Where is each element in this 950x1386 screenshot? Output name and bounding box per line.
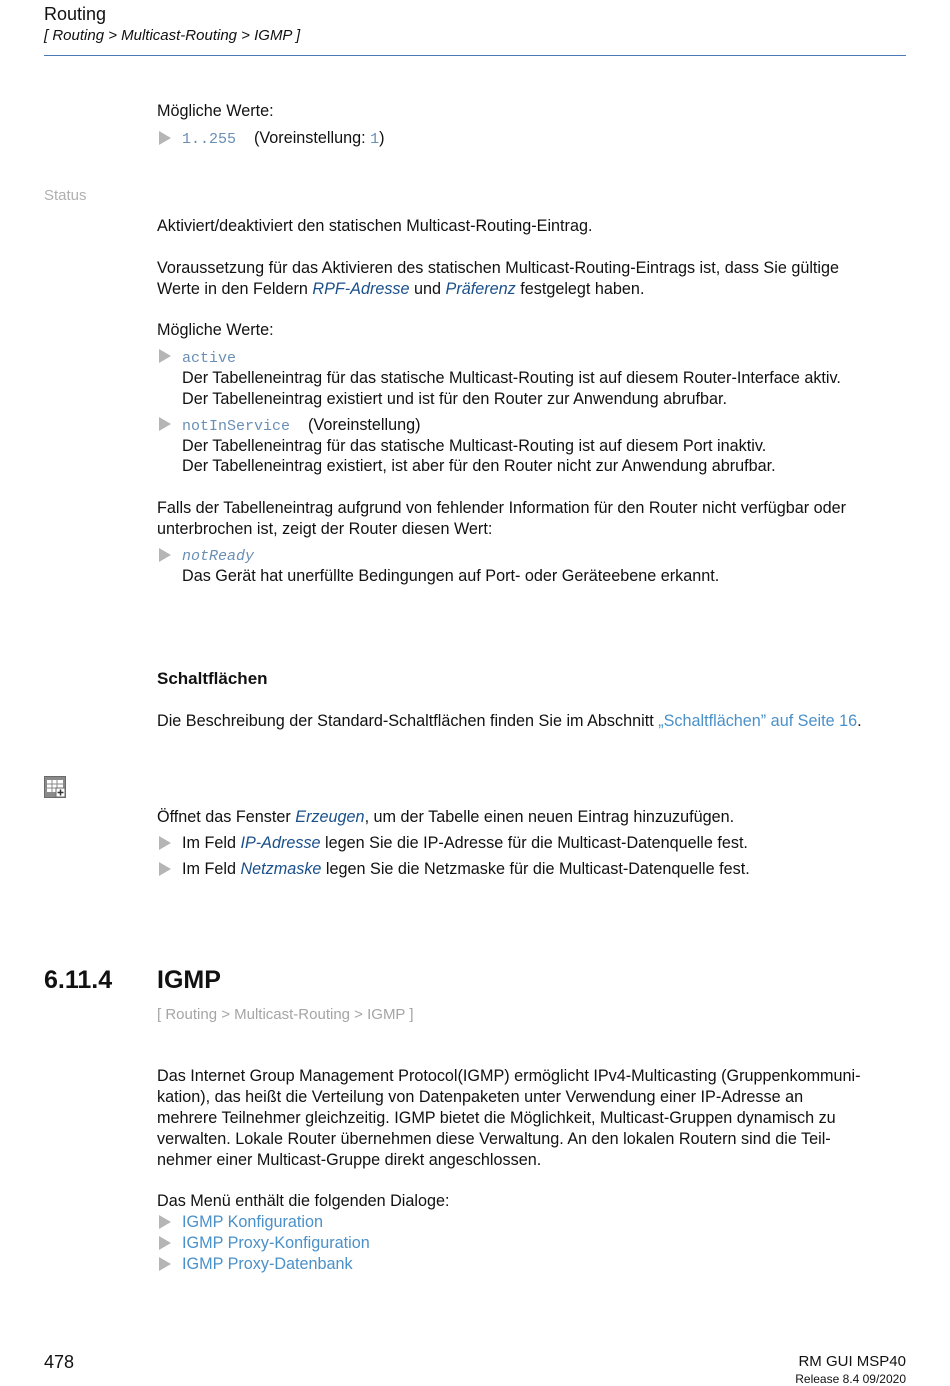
page-header-breadcrumb: [ Routing > Multicast-Routing > IGMP ] xyxy=(44,27,301,44)
section-paragraph-line-2: kation), das heißt die Verteilung von Datenpaketen unter Verwendung einer IP-Adresse an xyxy=(157,1088,804,1106)
dialog-link-igmp-proxy-configuration[interactable]: IGMP Proxy-Konfiguration xyxy=(182,1234,370,1252)
bullet-arrow-icon xyxy=(159,548,171,562)
section-title: IGMP xyxy=(157,966,221,994)
possible-values-label: Mögliche Werte: xyxy=(157,102,274,120)
buttons-description xyxy=(157,711,862,732)
bullet-arrow-icon xyxy=(159,862,171,876)
req-text-b: und xyxy=(409,280,446,298)
notinservice-default: (Voreinstellung) xyxy=(308,416,421,434)
value-range-code: 1..255 xyxy=(182,131,237,148)
default-suffix: ) xyxy=(379,129,385,147)
buttons-section-link[interactable]: „Schaltflächen” auf Seite 16 xyxy=(658,712,858,730)
active-description-2: Der Tabelleneintrag existiert und ist für den Router zur Anwendung abrufbar. xyxy=(182,390,728,408)
create-text-b: , um der Tabelle einen neuen Eintrag hinzuzufügen. xyxy=(364,808,735,826)
netmask-reference: Netzmaske xyxy=(240,860,322,878)
nm-text-b: legen Sie die Netzmaske für die Multicast-Datenquelle fest. xyxy=(321,860,750,878)
bullet-arrow-icon xyxy=(159,349,171,363)
section-breadcrumb: [ Routing > Multicast-Routing > IGMP ] xyxy=(157,1006,414,1023)
bullet-arrow-icon xyxy=(159,1236,171,1250)
rpf-address-reference: RPF-Adresse xyxy=(312,280,410,298)
create-table-entry-icon xyxy=(44,776,66,798)
status-requirement-line-1: Voraussetzung für das Aktivieren des statischen Multicast-Routing-Eintrags ist, dass Sie gültige xyxy=(157,259,840,277)
create-window-description xyxy=(157,807,734,828)
section-paragraph-line-5: nehmer einer Multicast-Gruppe direkt angeschlossen. xyxy=(157,1151,542,1169)
req-text-a: Werte in den Feldern xyxy=(157,280,313,298)
fallback-line-1: Falls der Tabelleneintrag aufgrund von fehlender Information für den Router nicht verfügbar oder xyxy=(157,499,846,517)
bullet-arrow-icon xyxy=(159,1215,171,1229)
preference-reference: Präferenz xyxy=(445,280,516,298)
fallback-line-2: unterbrochen ist, zeigt der Router diesen Wert: xyxy=(157,520,493,538)
ip-text-a: Im Feld xyxy=(182,834,241,852)
active-value-code xyxy=(182,347,236,369)
section-number: 6.11.4 xyxy=(44,966,113,994)
page-number: 478 xyxy=(44,1352,75,1372)
bullet-arrow-icon xyxy=(159,1257,171,1271)
bullet-arrow-icon xyxy=(159,836,171,850)
notready-description: Das Gerät hat unerfüllte Bedingungen auf Port- oder Geräteebene erkannt. xyxy=(182,567,720,585)
create-window-reference: Erzeugen xyxy=(295,808,365,826)
value-range-item xyxy=(182,128,385,150)
bullet-arrow-icon xyxy=(159,131,171,145)
notinservice-item xyxy=(182,415,421,437)
buttons-desc-text: Die Beschreibung der Standard-Schaltflächen finden Sie im Abschnitt xyxy=(157,712,659,730)
header-divider xyxy=(44,55,906,56)
dialog-link-igmp-configuration[interactable]: IGMP Konfiguration xyxy=(182,1213,323,1231)
default-value-code: 1 xyxy=(370,131,380,148)
nm-text-a: Im Feld xyxy=(182,860,241,878)
menu-intro: Das Menü enthält die folgenden Dialoge: xyxy=(157,1192,450,1210)
notinservice-description-1: Der Tabelleneintrag für das statische Multicast-Routing ist auf diesem Port inaktiv. xyxy=(182,437,767,455)
bullet-arrow-icon xyxy=(159,417,171,431)
dialog-link-igmp-proxy-database[interactable]: IGMP Proxy-Datenbank xyxy=(182,1255,353,1273)
ip-text-b: legen Sie die IP-Adresse für die Multicast-Datenquelle fest. xyxy=(320,834,748,852)
status-intro: Aktiviert/deaktiviert den statischen Multicast-Routing-Eintrag. xyxy=(157,217,593,235)
active-description-1: Der Tabelleneintrag für das statische Multicast-Routing ist auf diesem Router-Interface aktiv. xyxy=(182,369,841,387)
netmask-step xyxy=(182,859,750,879)
buttons-heading: Schaltflächen xyxy=(157,669,268,688)
section-paragraph-line-3: mehrere Teilnehmer gleichzeitig. IGMP bietet die Möglichkeit, Multicast-Gruppen dynamisch zu xyxy=(157,1109,836,1127)
buttons-desc-end: . xyxy=(857,712,862,730)
create-text-a: Öffnet das Fenster xyxy=(157,808,296,826)
ip-address-reference: IP-Adresse xyxy=(240,834,321,852)
default-prefix: (Voreinstellung: xyxy=(254,129,371,147)
notready-code: notReady xyxy=(182,548,255,565)
req-text-c: festgelegt haben. xyxy=(515,280,645,298)
ip-address-step xyxy=(182,833,748,853)
active-code: active xyxy=(182,350,237,367)
status-values-label: Mögliche Werte: xyxy=(157,321,274,339)
section-paragraph-line-4: verwalten. Lokale Router übernehmen diese Verwaltung. An den lokalen Routern sind die Teil- xyxy=(157,1130,831,1148)
notinservice-code: notInService xyxy=(182,418,291,435)
notinservice-description-2: Der Tabelleneintrag existiert, ist aber für den Router nicht zur Anwendung abrufbar. xyxy=(182,457,776,475)
status-side-label: Status xyxy=(44,187,87,204)
page-header-title: Routing xyxy=(44,4,107,24)
document-name: RM GUI MSP40 xyxy=(798,1353,906,1370)
section-paragraph-line-1: Das Internet Group Management Protocol(IGMP) ermöglicht IPv4-Multicasting (Gruppenkommuni- xyxy=(157,1067,861,1085)
status-requirement-line-2 xyxy=(157,279,644,300)
notready-value-code xyxy=(182,545,254,567)
release-info: Release 8.4 09/2020 xyxy=(795,1372,906,1386)
